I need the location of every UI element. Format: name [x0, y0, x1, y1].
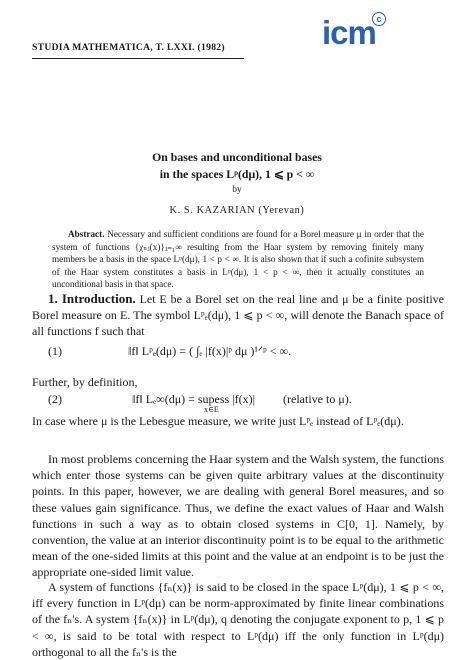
closed-system-paragraph: A system of functions {fₙ(x)} is said to be closed in the space Lᵖ(dμ), 1 ⩽ p < ∞, iff every function in Lᵖ(dμ) can be norm-approximated by finite linear combinations of the fₙ's. A system {fₙ(x)} in Lᵖ(dμ), q denoting the conjugate exponent to p, 1 ⩽ p < ∞, is said to be total with respect to Lᵖ(dμ) iff the only function in Lᵖ(dμ) orthogonal to all the fₙ's is the — [32, 580, 444, 659]
haar-paragraph: In most problems concerning the Haar system and the Walsh system, the functions which enter those systems can be given quite arbitrary values at the discontinuity points. In this paper, however, we are dealing with general Borel measures, and so these values gain significance. Thus, we define the exact values of Haar and Walsh functions in such a way as to obtain closed systems in C[0, 1]. Namely, by convention, the value at an interior discontinuity point is to be equal to the arithmetic mean of the one-sided limits at this point and the value at an endpoint is to be just the appropriate one-sided limit value. — [32, 452, 444, 580]
title-line-2: in the spaces Lᵖ(dμ), 1 ⩽ p < ∞ — [159, 167, 315, 181]
header-rule — [32, 58, 244, 59]
further-text: Further, by definition, — [32, 375, 138, 389]
equation-number-2: (2) — [48, 392, 62, 406]
equation-1: ‖f‖ Lᵖₑ(dμ) = ( ∫ₑ |f(x)|ᵖ dμ )¹ᐟᵖ < ∞. — [128, 344, 292, 358]
paper-title — [60, 149, 414, 183]
journal-header: STUDIA MATHEMATICA, T. LXXI. (1982) — [32, 42, 225, 53]
abstract-label: Abstract. — [68, 229, 105, 239]
equation-2-subscript: x∈E — [204, 405, 219, 414]
copyright-icon: c — [372, 12, 386, 26]
equation-2-note: (relative to μ). — [283, 392, 352, 406]
intro-text: Let E be a Borel set on the real line and μ be a finite positive Borel measure on E. The symbol Lᵖₑ(dμ), 1 ⩽ p < ∞, will denote the Banach space of all functions f such that — [32, 292, 444, 339]
icm-logo — [322, 10, 410, 56]
abstract-text: Necessary and sufficient conditions are found for a Borel measure μ in order that the system of functions {χₙⱼ(x)}ⱼ₌₁∞ resulting from the Haar system by removing finitely many members be a basis in the space Lᵖ(dμ), 1 < p < ∞. It is also shown that if such a cofinite subsystem of the Haar system constitutes a basis in Lᵖ(dμ), 1 < p < ∞, then it actually constitutes an unconditional basis in that space. — [52, 229, 424, 290]
author: K. S. KAZARIAN (Yerevan) — [169, 205, 305, 216]
equation-number-1: (1) — [48, 344, 62, 358]
byline-by: by — [232, 185, 242, 195]
equation-2 — [132, 392, 352, 407]
equation-2-formula: ‖f‖ Lₑ∞(dμ) = supess |f(x)| — [132, 392, 256, 406]
intro-paragraph — [32, 291, 444, 340]
logo-text: icm — [322, 14, 376, 51]
section-heading: 1. Introduction. — [48, 291, 136, 306]
title-line-1: On bases and unconditional bases — [152, 150, 322, 164]
lebesgue-paragraph: In case where μ is the Lebesgue measure, we write just Lᵖₑ instead of Lᵖₑ(dμ). — [32, 414, 404, 428]
abstract — [52, 228, 424, 291]
